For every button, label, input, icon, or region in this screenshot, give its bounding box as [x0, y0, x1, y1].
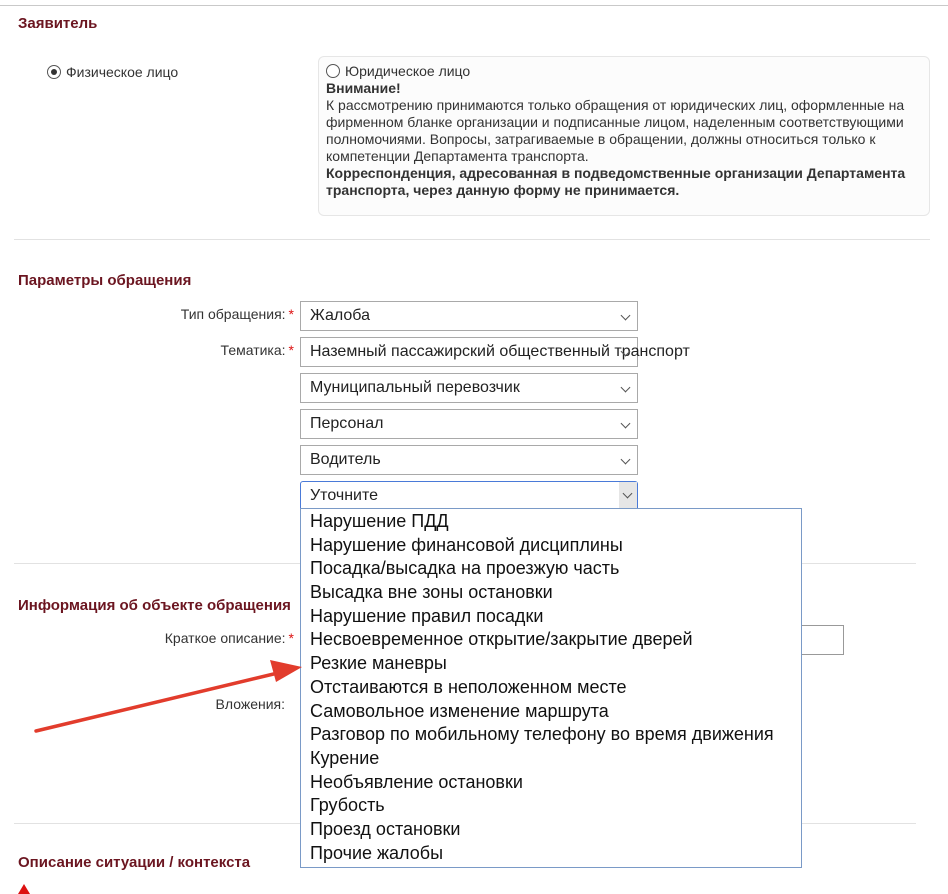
required-mark: *: [288, 306, 294, 322]
dropdown-option[interactable]: Нарушение правил посадки: [310, 605, 544, 626]
dropdown-option[interactable]: Высадка вне зоны остановки: [310, 582, 553, 603]
type-select-value: Жалоба: [310, 307, 370, 324]
section-title-applicant: Заявитель: [18, 15, 98, 32]
topic-select-2-value: Муниципальный перевозчик: [310, 379, 520, 396]
radio-individual-label: Физическое лицо: [66, 64, 179, 80]
required-mark: *: [288, 342, 294, 358]
dropdown-option[interactable]: Отстаиваются в неположенном месте: [310, 676, 627, 697]
dropdown-option[interactable]: Разговор по мобильному телефону во время движения: [310, 724, 774, 745]
topic-select-4-value: Водитель: [310, 451, 381, 468]
notice-bold-note: Корреспонденция, адресованная в подведомственные организации Департамента транспорта, через данную форму не принимается.: [326, 165, 906, 198]
dropdown-option[interactable]: Самовольное изменение маршрута: [310, 700, 609, 721]
dropdown-option[interactable]: Нарушение ПДД: [310, 511, 449, 531]
notice-body: К рассмотрению принимаются только обращения от юридических лиц, оформленные на фирменном бланке организации и подписанные лицом, наделенным соответствующими полномочиями. Вопросы, затрагиваемые в обращении, должны относиться только к компетенции Департамента транспорта.: [326, 97, 905, 164]
notice-heading: Внимание!: [326, 80, 401, 96]
dropdown-option[interactable]: Необъявление остановки: [310, 771, 523, 792]
dropdown-option[interactable]: Проезд остановки: [310, 818, 461, 839]
dropdown-option[interactable]: Грубость: [310, 795, 385, 816]
section-title-params: Параметры обращения: [18, 272, 192, 289]
brief-label-text: Краткое описание:: [164, 630, 286, 646]
arrow-head: [270, 660, 302, 682]
dropdown-option[interactable]: Прочие жалобы: [310, 842, 444, 863]
dropdown-option[interactable]: Курение: [310, 747, 380, 768]
type-label-text: Тип обращения:: [180, 306, 286, 322]
attachments-label: Вложения:: [215, 696, 285, 712]
topic-label-text: Тематика:: [220, 342, 286, 358]
required-mark: *: [288, 630, 294, 646]
dropdown-option[interactable]: Посадка/высадка на проезжую часть: [310, 558, 620, 579]
topic-select-3-value: Персонал: [310, 415, 384, 432]
dropdown-option[interactable]: Нарушение финансовой дисциплины: [310, 534, 623, 555]
topic-select-1-value: Наземный пассажирский общественный транспорт: [310, 343, 690, 360]
dropdown-option[interactable]: Несвоевременное открытие/закрытие дверей: [310, 629, 693, 650]
topic-select-5-value: Уточните: [310, 487, 379, 504]
arrow-shaft: [36, 672, 282, 731]
section-title-object: Информация об объекте обращения: [18, 597, 291, 614]
dropdown-option-highlighted[interactable]: Резкие маневры: [310, 653, 447, 674]
radio-legal-entity-label: Юридическое лицо: [345, 63, 471, 79]
section-title-context: Описание ситуации / контекста: [18, 854, 251, 871]
